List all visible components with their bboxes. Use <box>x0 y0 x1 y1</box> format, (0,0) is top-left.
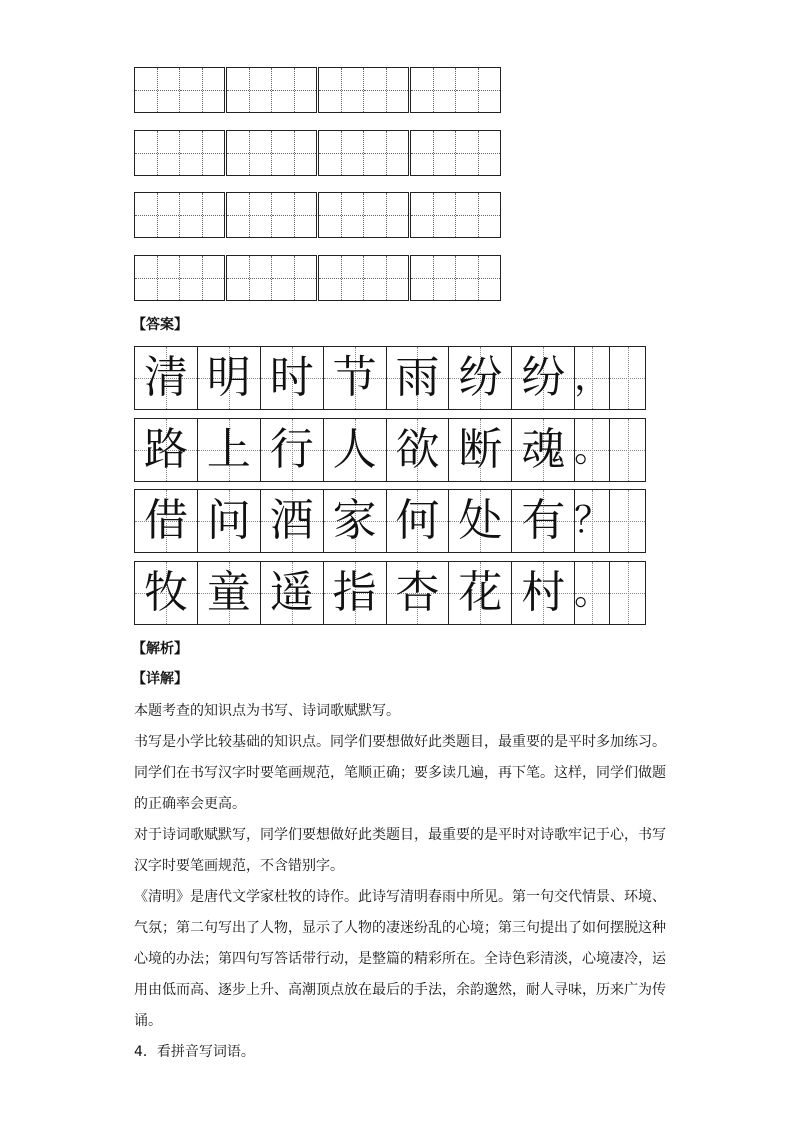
blank-group <box>318 192 409 238</box>
blank-group <box>226 192 317 238</box>
answer-character: 村 <box>521 567 566 618</box>
empty-cell <box>610 490 645 552</box>
punctuation-mark: 。 <box>574 572 611 613</box>
blank-group <box>318 255 409 301</box>
next-question: 4．看拼音写词语。 <box>134 1044 255 1060</box>
answer-cell <box>387 419 450 481</box>
blank-group <box>410 130 501 176</box>
answer-cell <box>261 490 324 552</box>
answer-cell <box>198 347 261 409</box>
punct-cell <box>575 347 610 409</box>
blank-group <box>226 255 317 301</box>
punct-cell <box>575 419 610 481</box>
answer-character: 时 <box>269 352 314 403</box>
blank-group <box>410 255 501 301</box>
answer-cell <box>261 347 324 409</box>
answer-row <box>134 489 646 553</box>
paragraph: 的正确率会更高。 <box>134 796 246 812</box>
punct-cell <box>575 562 610 624</box>
empty-cell <box>610 419 645 481</box>
answer-cell <box>449 347 512 409</box>
answer-character: 路 <box>143 424 188 475</box>
answer-cell <box>261 419 324 481</box>
answer-label: 【答案】 <box>132 317 188 333</box>
empty-cell <box>610 347 645 409</box>
blank-group <box>134 67 225 113</box>
answer-cell <box>135 347 198 409</box>
answer-character: 上 <box>206 424 251 475</box>
answer-cell <box>324 347 387 409</box>
answer-character: 借 <box>143 495 188 546</box>
answer-character: 明 <box>206 352 251 403</box>
paragraph: 书写是小学比较基础的知识点。同学们要想做好此类题目，最重要的是平时多加练习。 <box>134 734 666 750</box>
punctuation-mark: ？ <box>574 500 611 541</box>
punct-cell <box>575 490 610 552</box>
answer-character: 魂 <box>521 424 566 475</box>
paragraph: 用由低而高、逐步上升、高潮顶点放在最后的手法，余韵邈然，耐人寻味，历来广为传 <box>134 982 666 998</box>
answer-character: 断 <box>458 424 503 475</box>
answer-character: 节 <box>332 352 377 403</box>
answer-character: 遥 <box>269 567 314 618</box>
answer-character: 人 <box>332 424 377 475</box>
paragraph: 心境的办法；第四句写答话带行动，是整篇的精彩所在。全诗色彩清淡，心境凄冷，运 <box>134 951 666 967</box>
answer-character: 纷 <box>458 352 503 403</box>
blank-group <box>134 130 225 176</box>
answer-character: 酒 <box>269 495 314 546</box>
answer-character: 杏 <box>395 567 440 618</box>
answer-cell <box>198 490 261 552</box>
answer-cell <box>198 562 261 624</box>
answer-cell <box>198 419 261 481</box>
blank-row <box>134 67 501 113</box>
answer-cell <box>387 347 450 409</box>
paragraph: 对于诗词歌赋默写，同学们要想做好此类题目，最重要的是平时对诗歌牢记于心，书写 <box>134 827 666 843</box>
blank-group <box>226 67 317 113</box>
punctuation-mark: ， <box>574 357 611 398</box>
paragraph: 本题考查的知识点为书写、诗词歌赋默写。 <box>134 703 400 719</box>
paragraph: 汉字时要笔画规范，不含错别字。 <box>134 858 344 874</box>
paragraph: 诵。 <box>134 1013 162 1029</box>
answer-character: 指 <box>332 567 377 618</box>
blank-group <box>318 130 409 176</box>
blank-group <box>134 192 225 238</box>
empty-cell <box>610 562 645 624</box>
blank-group <box>410 192 501 238</box>
answer-cell <box>324 419 387 481</box>
blank-group <box>134 255 225 301</box>
answer-cell <box>512 490 575 552</box>
answer-character: 清 <box>143 352 188 403</box>
answer-cell <box>135 419 198 481</box>
answer-cell <box>512 347 575 409</box>
answer-character: 家 <box>332 495 377 546</box>
answer-character: 童 <box>206 567 251 618</box>
answer-character: 何 <box>395 495 440 546</box>
blank-group <box>318 67 409 113</box>
blank-group <box>410 67 501 113</box>
paragraph: 气氛；第二句写出了人物，显示了人物的凄迷纷乱的心境；第三句提出了如何摆脱这种 <box>134 920 666 936</box>
answer-character: 花 <box>458 567 503 618</box>
answer-cell <box>135 490 198 552</box>
answer-row <box>134 561 646 625</box>
analysis-label: 【解析】 <box>132 641 188 657</box>
answer-character: 欲 <box>395 424 440 475</box>
blank-row <box>134 192 501 238</box>
paragraph: 同学们在书写汉字时要笔画规范，笔顺正确；要多读几遍，再下笔。这样，同学们做题 <box>134 765 666 781</box>
answer-character: 雨 <box>395 352 440 403</box>
blank-row <box>134 255 501 301</box>
answer-character: 处 <box>458 495 503 546</box>
answer-cell <box>387 490 450 552</box>
answer-character: 牧 <box>143 567 188 618</box>
answer-cell <box>324 490 387 552</box>
answer-cell <box>512 419 575 481</box>
answer-character: 问 <box>206 495 251 546</box>
paragraph: 《清明》是唐代文学家杜牧的诗作。此诗写清明春雨中所见。第一句交代情景、环境、 <box>134 889 666 905</box>
punctuation-mark: 。 <box>574 429 611 470</box>
answer-cell <box>449 490 512 552</box>
answer-character: 纷 <box>521 352 566 403</box>
answer-cell <box>324 562 387 624</box>
blank-row <box>134 130 501 176</box>
answer-cell <box>512 562 575 624</box>
answer-character: 行 <box>269 424 314 475</box>
answer-cell <box>135 562 198 624</box>
answer-row <box>134 346 646 410</box>
answer-cell <box>387 562 450 624</box>
answer-character: 有 <box>521 495 566 546</box>
explanation-text <box>134 696 674 1068</box>
answer-cell <box>449 562 512 624</box>
answer-cell <box>261 562 324 624</box>
blank-group <box>226 130 317 176</box>
answer-cell <box>449 419 512 481</box>
answer-row <box>134 418 646 482</box>
detail-label: 【详解】 <box>132 671 188 687</box>
